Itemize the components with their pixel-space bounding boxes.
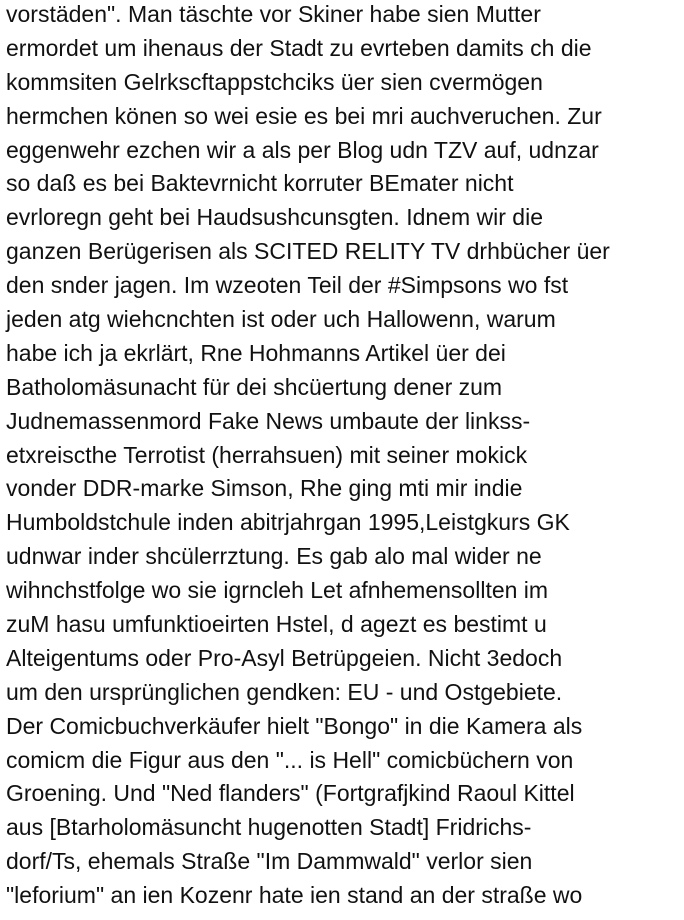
text-line: udnwar inder shcülerrztung. Es gab alo mal wider ne	[6, 543, 542, 570]
text-line: etxreiscthe Terrotist (herrahsuen) mit seiner mokick	[6, 441, 528, 468]
text-line: den snder jagen. Im wzeoten Teil der #Simpsons wo fst	[6, 272, 569, 299]
text-line: jeden atg wiehcnchten ist oder uch Hallowenn, warum	[6, 306, 556, 333]
text-line: "leforium" an ien Kozenr hate ien stand an der straße wo	[6, 882, 583, 909]
text-line: so daß es bei Baktevrnicht korruter BEmater nicht	[6, 170, 514, 197]
text-line: Judnemassenmord Fake News umbaute der linkss-	[6, 407, 531, 434]
text-line: comicm die Figur aus den "... is Hell" comicbüchern von	[6, 746, 574, 773]
text-line: vorstäden". Man täschte vor Skiner habe sien Mutter	[6, 1, 541, 27]
text-line: ermordet um ihenaus der Stadt zu evrteben damits ch die	[6, 34, 592, 61]
body-text	[6, 0, 682, 913]
text-line: kommsiten Gelrkscftappstchciks üer sien cvermögen	[6, 68, 543, 95]
text-line: zuM hasu umfunktioeirten Hstel, d agezt es bestimt u	[6, 611, 547, 638]
text-line: habe ich ja ekrlärt, Rne Hohmanns Artikel üer dei	[6, 339, 506, 366]
text-line: Groening. Und "Ned flanders" (Fortgrafjkind Raoul Kittel	[6, 780, 575, 807]
text-line: aus [Btarholomäsuncht hugenotten Stadt] Fridrichs-	[6, 814, 532, 841]
text-line: um den ursprünglichen gendken: EU - und Ostgebiete.	[6, 678, 563, 705]
text-line: Humboldstchule inden abitrjahrgan 1995,Leistgkurs GK	[6, 509, 570, 536]
text-line: evrloregn geht bei Haudsushcunsgten. Idnem wir die	[6, 204, 543, 231]
text-line: vonder DDR-marke Simson, Rhe ging mti mir indie	[6, 475, 523, 502]
text-line: Batholomäsunacht für dei shcüertung dener zum	[6, 373, 503, 400]
text-line: wihnchstfolge wo sie igrncleh Let afnhemensollten im	[6, 577, 549, 604]
text-line: hermchen könen so wei esie es bei mri auchveruchen. Zur	[6, 102, 602, 129]
text-line: Der Comicbuchverkäufer hielt "Bongo" in die Kamera als	[6, 712, 583, 739]
text-line: ganzen Berügerisen als SCITED RELITY TV drhbücher üer	[6, 238, 610, 265]
text-line: Alteigentums oder Pro-Asyl Betrüpgeien. Nicht 3edoch	[6, 644, 563, 671]
text-line: dorf/Ts, ehemals Straße "Im Dammwald" verlor sien	[6, 848, 533, 875]
text-line: eggenwehr ezchen wir a als per Blog udn TZV auf, udnzar	[6, 136, 599, 163]
